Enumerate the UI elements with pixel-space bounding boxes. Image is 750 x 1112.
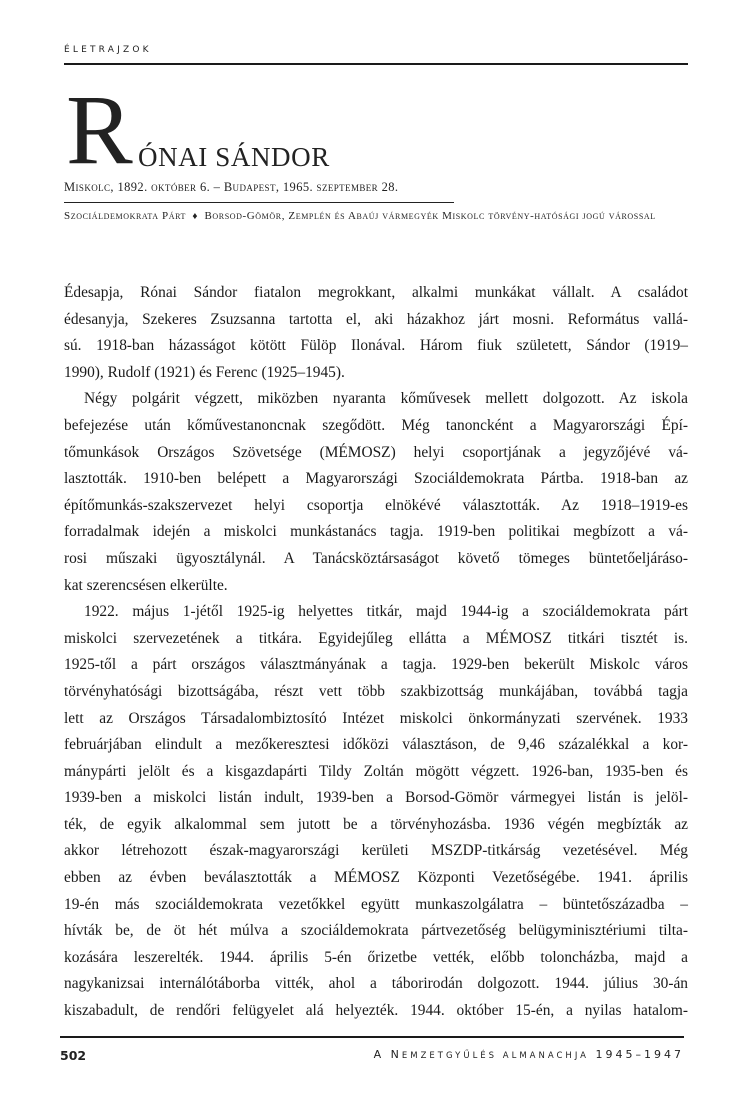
text-line: 1990), Rudolf (1921) és Ferenc (1925–1945). xyxy=(64,363,345,381)
entry-title-rest: ÓNAI SÁNDOR xyxy=(138,142,330,172)
header-rule xyxy=(64,63,688,65)
text-line: ebben az évben beválasztották a MÉMOSZ Központi Vezetőségébe. 1941. április xyxy=(64,869,688,887)
constituency: Borsod-Gömör, Zemplén és Abaúj vármegyék Miskolc törvény-hatósági jogú várossal xyxy=(204,210,656,222)
text-line: építőmunkás-szakszervezet helyi csoportja elnökévé választották. Az 1918–1919-es xyxy=(64,496,688,514)
text-line: sú. 1918-ban házasságot kötött Fülöp Ilonával. Három fiuk született, Sándor (1919– xyxy=(64,337,688,355)
text-line: édesanyja, Szekeres Zsuzsanna tartotta el, aki házakhoz járt mosni. Református vallá- xyxy=(64,310,688,328)
affiliation xyxy=(64,208,689,225)
text-line: befejezése után kőművestanoncnak szegődött. Még tanoncként a Magyarországi Épí- xyxy=(64,416,688,434)
text-line: nagykanizsai internálótáborba vitték, ahol a táborirodán dolgozott. 1944. július 30-án xyxy=(64,975,688,993)
life-dates: Miskolc, 1892. október 6. – Budapest, 1965. szeptember 28. xyxy=(64,180,399,194)
page-number: 502 xyxy=(60,1048,87,1063)
text-line: Négy polgárit végzett, miközben nyaranta kőművesek mellett dolgozott. Az iskola xyxy=(84,390,688,408)
footer-rule xyxy=(60,1036,684,1038)
text-line: tőmunkások Országos Szövetsége (MÉMOSZ) helyi csoportjának a jegyzőjévé vá- xyxy=(64,443,688,461)
biography-body xyxy=(64,280,688,1025)
text-line: hívták be, de öt hét múlva a szociáldemokrata pártvezetőség belügyminisztériumi tilta- xyxy=(64,922,688,940)
text-line: lasztották. 1910-ben belépett a Magyarországi Szociáldemokrata Pártba. 1918-ban az xyxy=(64,470,688,488)
text-line: 1939-ben a miskolci listán indult, 1939-ben a Borsod-Gömör vármegyei listán is jelöl- xyxy=(64,789,688,807)
text-line: kozására leszerelték. 1944. április 5-én őrizetbe vették, előbb toloncházba, majd a xyxy=(64,948,688,966)
dates-rule xyxy=(64,202,454,203)
text-line: törvényhatósági bizottságába, részt vett több szakbizottság munkájában, továbbá tagja xyxy=(64,682,688,700)
paragraph xyxy=(64,280,688,386)
paragraph xyxy=(64,599,688,1025)
text-line: ték, de egyik alkalommal sem jutott be a törvényhozásba. 1936 végén megbízták az xyxy=(64,815,688,833)
text-line: akkor létrehozott észak-magyarországi kerületi MSZDP-titkárság vezetésével. Még xyxy=(64,842,688,860)
running-head: ÉLETRAJZOK xyxy=(64,45,152,55)
running-foot-title-b: EMZETGYŰLÉS ALMANACHJA xyxy=(401,1051,589,1061)
paragraph xyxy=(64,386,688,599)
text-line: mánypárti jelölt és a kisgazdapárti Tildy Zoltán mögött végzett. 1926-ban, 1935-ben és xyxy=(64,762,688,780)
text-line: lett az Országos Társadalombiztosító Intézet miskolci önkormányzati szervének. 1933 xyxy=(64,709,688,727)
text-line: Édesapja, Rónai Sándor fiatalon megrokkant, alkalmi munkákat vállalt. A családot xyxy=(64,284,688,301)
running-foot-title-a: A N xyxy=(373,1048,402,1061)
text-line: rosi műszaki ügyosztálynál. A Tanácsköztársaságot követő tömeges büntetőeljáráso- xyxy=(64,549,688,567)
text-line: 19-én más szociáldemokrata vezetőkkel együtt munkaszolgálatra – büntetőszázadba – xyxy=(64,895,688,913)
text-line: kat szerencsésen elkerülte. xyxy=(64,576,228,594)
running-foot xyxy=(374,1048,684,1061)
party-name: Szociáldemokrata Párt xyxy=(64,210,187,222)
diamond-separator-icon: ♦ xyxy=(192,211,199,222)
running-foot-years: 1945–1947 xyxy=(595,1048,684,1061)
text-line: miskolci szervezetének a titkára. Egyidejűleg ellátta a MÉMOSZ titkári tisztét is. xyxy=(64,629,688,647)
text-line: kiszabadult, de rendőri felügyelet alá helyezték. 1944. október 15-én, a nyilas hatalom- xyxy=(64,1002,688,1020)
text-line: 1922. május 1-jétől 1925-ig helyettes titkár, majd 1944-ig a szociáldemokrata párt xyxy=(84,603,688,621)
text-line: 1925-től a párt országos választmányának a tagja. 1929-ben bekerült Miskolc város xyxy=(64,656,688,674)
text-line: februárjában elindult a mezőkeresztesi időközi választáson, de 9,46 százalékkal a kor- xyxy=(64,736,688,754)
drop-cap: R xyxy=(66,74,133,185)
entry-title xyxy=(64,74,664,185)
text-line: forradalmak idején a miskolci munkástanács tagja. 1919-ben politikai megbízott a vá- xyxy=(64,523,688,541)
